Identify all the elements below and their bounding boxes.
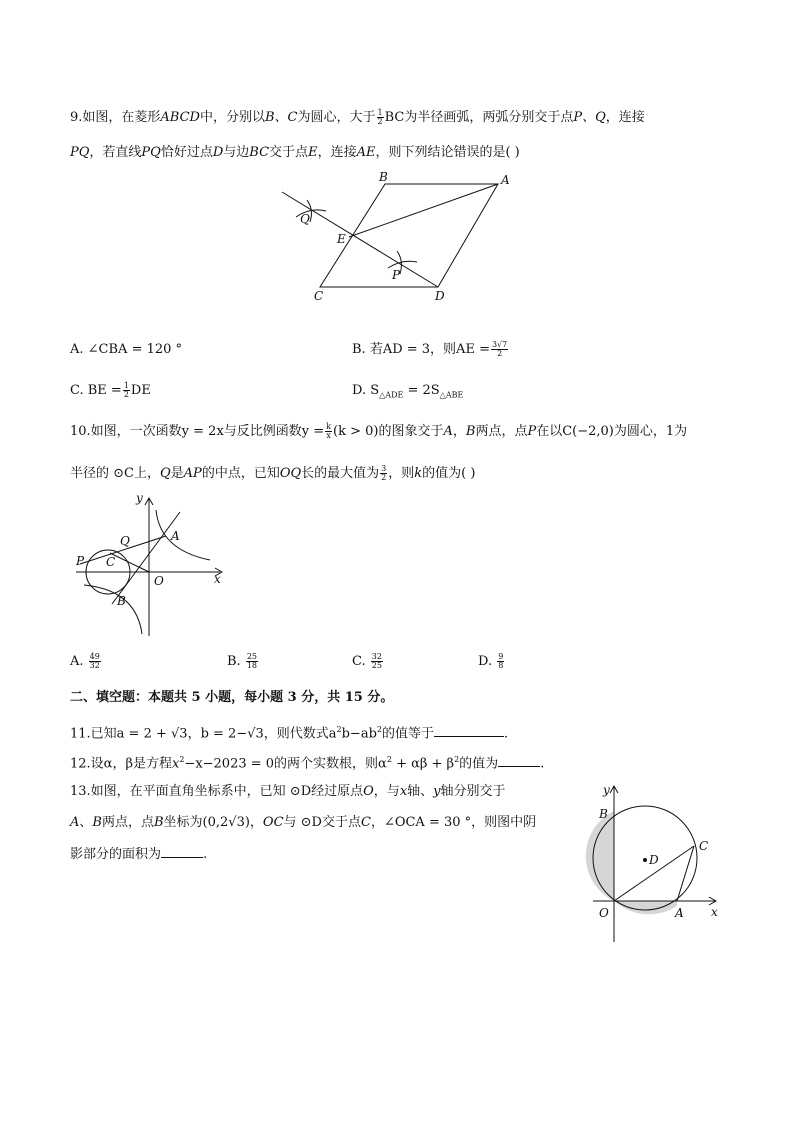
hyperbola-branch-1 [156,510,210,560]
q9-line2: PQ，若直线PQ恰好过点D与边BC交于点E，连接AE，则下列结论错误的是( ) [70,145,520,160]
label-x: x [214,572,221,586]
label-x: x [711,905,718,919]
q10-option-a: A. $\frac{49}{32}$ [70,652,100,670]
label-q: Q [300,212,310,226]
label-p: P [76,554,85,568]
shaded-region-left [586,811,614,901]
q13-line1: 13.如图，在平面直角坐标系中，已知 ⊙D经过原点O，与x轴、y轴分别交于 [70,784,506,799]
q13-line3: 影部分的面积为 . [70,847,208,862]
label-b: B [379,170,388,184]
hyperbola-branch-2 [84,585,142,634]
label-b: B [599,807,608,821]
q9-half-fraction: $\frac{1}{2}$ [377,108,383,126]
label-y: y [603,783,610,797]
q9-option-b: B. 若AD = 3，则AE = $\frac{3√7}{2}$ [352,340,508,358]
q10-line1: 10.如图，一次函数y = 2x与反比例函数y = $\frac{k}{x}$ (k > 0)的图象交于A，B两点，点P在以C(−2,0)为圆心，1为 [70,422,688,440]
q9-option-d: D. $S_{\triangle ADE} = 2S_{\triangle ABE}$ [352,383,464,400]
label-d: D [649,853,659,867]
q10-line2: 半径的 ⊙C上，Q是AP的中点，已知OQ长的最大值为 $\frac{3}{2}$ ，则k的值为( ) [70,464,476,482]
q9-line1 [70,108,645,128]
q12-answer-blank[interactable] [498,754,540,767]
label-o: O [599,906,609,920]
label-d: D [435,289,445,303]
q9-text: P、Q [573,110,606,125]
label-a: A [171,529,180,543]
q10-option-b: B. $\frac{25}{18}$ [227,652,258,670]
label-p: P [392,268,401,282]
label-o: O [154,574,164,588]
q12-line: 12.设α，β是方程$x^2-x-2023 = 0$的两个实数根，则$\alpha^2 + \alpha\beta + \beta^2$的值为 . [70,755,545,772]
q9-option-a: A. ∠CBA = 120 ° [70,342,183,357]
line-qd [282,192,438,287]
label-c: C [106,555,116,569]
rhombus-abcd [320,184,498,287]
q9-text: 为圆心，大于 [297,110,376,125]
label-e: E [337,232,346,246]
label-a: A [675,906,684,920]
label-c: C [314,289,324,303]
q11-answer-blank[interactable] [434,724,504,737]
segment-ae [349,184,498,237]
q9-text: 中，分别以 [199,110,265,125]
q9-option-c: C. BE = $\frac{1}{2}$ DE [70,381,151,399]
q13-line2: A、B两点，点B坐标为(0,2√3)，OC与 ⊙D交于点C，∠OCA = 30 °，则图中阴 [70,815,537,830]
label-c: C [699,839,709,853]
shaded-region-bottom [614,901,677,914]
q10-option-c: C. $\frac{32}{25}$ [352,652,382,670]
label-y: y [136,491,143,505]
label-q: Q [120,534,130,548]
section-heading-fill-in: 二、填空题：本题共 5 小题，每小题 3 分，共 15 分。 [70,690,394,705]
line-y-2x [112,512,180,604]
q13-circle-figure [585,780,725,950]
q13-answer-blank[interactable] [161,845,203,858]
q9-text: BC为半径画弧，两弧分别交于点 [384,110,574,125]
q9-text: ，连接 [605,110,645,125]
arc-p-1 [388,261,417,268]
q9-text: ABCD [160,110,200,125]
label-b: B [117,594,126,608]
q10-option-d: D. $\frac{9}{8}$ [478,652,504,670]
q11-line: 11.已知a = 2 + √3，b = 2−√3，则代数式$a^2b-ab^2$的值等于 . [70,725,509,742]
q9-rhombus-figure [270,165,530,310]
segment-ca [677,846,694,901]
q10-function-figure [70,490,230,640]
q9-text: B、C [264,110,298,125]
center-point-d [643,858,647,862]
label-a: A [501,173,510,187]
q9-text: 9.如图，在菱形 [70,110,161,125]
